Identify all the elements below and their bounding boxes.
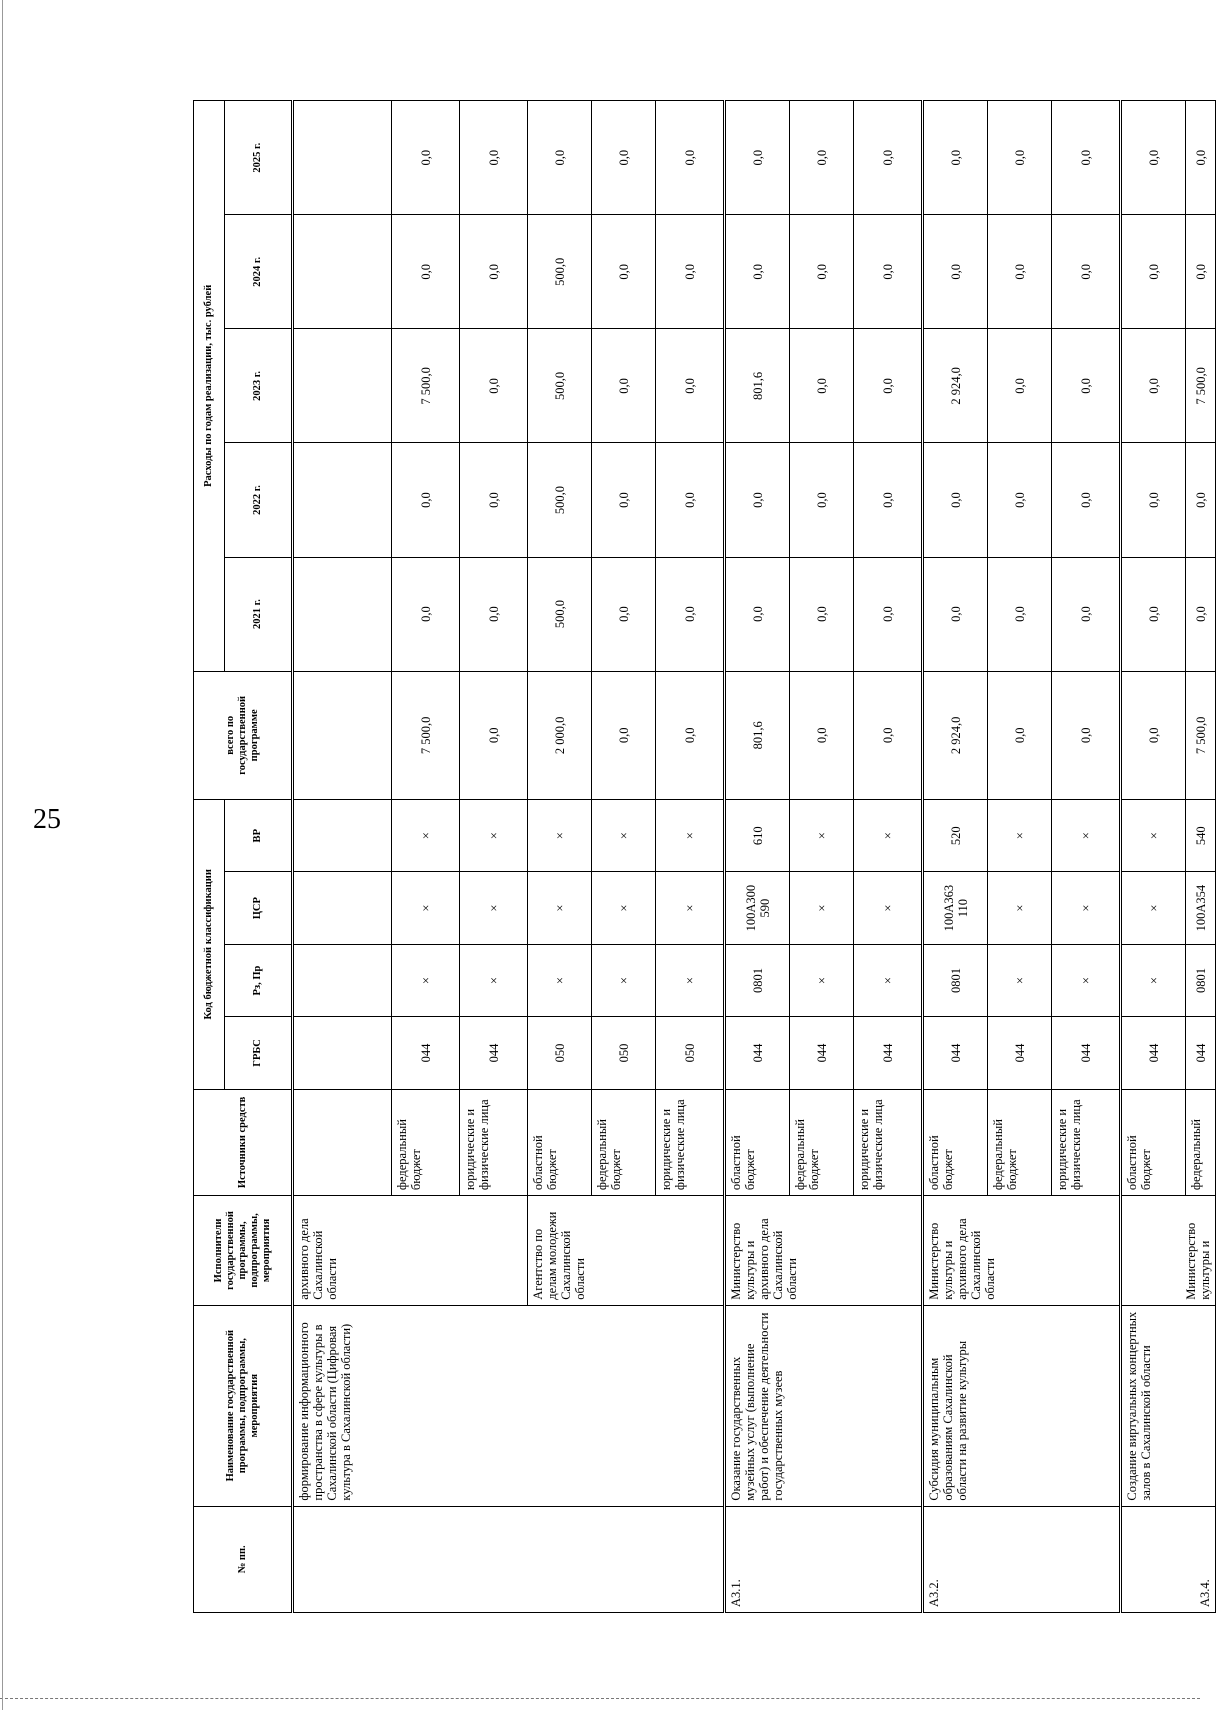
y2024: 0,0 xyxy=(988,215,1052,329)
y2021: 0,0 xyxy=(1121,557,1186,671)
csr: 100А354 xyxy=(1186,872,1216,944)
y2025: 0,0 xyxy=(1121,101,1186,215)
source: областной бюджет xyxy=(528,1089,592,1195)
y2023: 0,0 xyxy=(988,329,1052,443)
csr: × xyxy=(1121,872,1186,944)
source: федеральный бюджет xyxy=(790,1089,854,1195)
y2024 xyxy=(293,215,392,329)
y2024: 0,0 xyxy=(460,215,528,329)
source: федеральный бюджет xyxy=(988,1089,1052,1195)
header-name: Наименование государственной программы, подпрограммы, мероприятия xyxy=(194,1305,293,1506)
total xyxy=(293,671,392,799)
source: федеральный xyxy=(1186,1089,1216,1195)
scan-edge-line xyxy=(0,1698,1200,1699)
csr: × xyxy=(528,872,592,944)
grbs: 050 xyxy=(528,1017,592,1089)
y2025: 0,0 xyxy=(725,101,790,215)
y2021: 0,0 xyxy=(988,557,1052,671)
grbs: 044 xyxy=(1121,1017,1186,1089)
grbs: 044 xyxy=(988,1017,1052,1089)
grbs xyxy=(293,1017,392,1089)
grbs: 050 xyxy=(656,1017,725,1089)
measure-name: Субсидия муниципальным образованиям Сахалинской области на развитие культуры xyxy=(923,1305,1121,1506)
rzpr: 0801 xyxy=(1186,944,1216,1016)
y2025: 0,0 xyxy=(392,101,460,215)
y2021: 500,0 xyxy=(528,557,592,671)
y2025: 0,0 xyxy=(1052,101,1121,215)
y2021: 0,0 xyxy=(1186,557,1216,671)
executor-name: Агентство по делам молодежи Сахалинской области xyxy=(528,1196,725,1306)
y2024: 0,0 xyxy=(923,215,988,329)
total: 0,0 xyxy=(1052,671,1121,799)
y2021: 0,0 xyxy=(1052,557,1121,671)
y2024: 0,0 xyxy=(790,215,854,329)
vr: × xyxy=(592,800,656,872)
y2024: 0,0 xyxy=(1121,215,1186,329)
y2024: 0,0 xyxy=(854,215,923,329)
header-row-1 xyxy=(194,101,225,1613)
y2025: 0,0 xyxy=(854,101,923,215)
page-number: 25 xyxy=(33,804,61,835)
y2022: 0,0 xyxy=(656,443,725,557)
total: 2 000,0 xyxy=(528,671,592,799)
row-num xyxy=(293,1506,725,1612)
header-vr: ВР xyxy=(225,800,293,872)
y2022: 0,0 xyxy=(923,443,988,557)
vr: 610 xyxy=(725,800,790,872)
y2021: 0,0 xyxy=(790,557,854,671)
total: 0,0 xyxy=(592,671,656,799)
rzpr: × xyxy=(460,944,528,1016)
y2023: 7 500,0 xyxy=(1186,329,1216,443)
y2023: 801,6 xyxy=(725,329,790,443)
rzpr: × xyxy=(988,944,1052,1016)
executor-name: Министерство культуры и архивного дела Сахалинской области xyxy=(923,1196,1121,1306)
source: юридические и физические лица xyxy=(854,1089,923,1195)
row-num: А3.4. xyxy=(1121,1506,1216,1612)
csr: × xyxy=(656,872,725,944)
vr: × xyxy=(656,800,725,872)
y2022: 0,0 xyxy=(854,443,923,557)
y2022 xyxy=(293,443,392,557)
y2021 xyxy=(293,557,392,671)
y2024: 0,0 xyxy=(656,215,725,329)
total: 0,0 xyxy=(790,671,854,799)
rzpr: × xyxy=(1121,944,1186,1016)
grbs: 044 xyxy=(1052,1017,1121,1089)
y2025: 0,0 xyxy=(1186,101,1216,215)
csr: 100А363 110 xyxy=(923,872,988,944)
total: 7 500,0 xyxy=(392,671,460,799)
measure-name: Оказание государственных музейных услуг (выполнение работ) и обеспечение деятельности государственных музеев xyxy=(725,1305,923,1506)
header-year-2021: 2021 г. xyxy=(225,557,293,671)
total: 0,0 xyxy=(854,671,923,799)
y2022: 0,0 xyxy=(725,443,790,557)
y2022: 0,0 xyxy=(988,443,1052,557)
csr: × xyxy=(1052,872,1121,944)
y2021: 0,0 xyxy=(923,557,988,671)
y2023: 0,0 xyxy=(460,329,528,443)
y2025: 0,0 xyxy=(592,101,656,215)
source: областной бюджет xyxy=(923,1089,988,1195)
csr: 100А300 590 xyxy=(725,872,790,944)
source xyxy=(293,1089,392,1195)
y2025: 0,0 xyxy=(656,101,725,215)
total: 801,6 xyxy=(725,671,790,799)
vr xyxy=(293,800,392,872)
y2023: 0,0 xyxy=(790,329,854,443)
rzpr: × xyxy=(528,944,592,1016)
y2022: 0,0 xyxy=(460,443,528,557)
y2021: 0,0 xyxy=(460,557,528,671)
grbs: 050 xyxy=(592,1017,656,1089)
header-num: № пп. xyxy=(194,1506,293,1612)
total: 0,0 xyxy=(988,671,1052,799)
y2023: 0,0 xyxy=(854,329,923,443)
vr: × xyxy=(790,800,854,872)
vr: 540 xyxy=(1186,800,1216,872)
y2022: 0,0 xyxy=(790,443,854,557)
grbs: 044 xyxy=(854,1017,923,1089)
budget-table xyxy=(193,100,1216,1613)
y2021: 0,0 xyxy=(592,557,656,671)
y2024: 0,0 xyxy=(1052,215,1121,329)
y2022: 0,0 xyxy=(592,443,656,557)
header-grbs: ГРБС xyxy=(225,1017,293,1089)
table-row xyxy=(725,101,790,1613)
y2023: 0,0 xyxy=(1121,329,1186,443)
grbs: 044 xyxy=(790,1017,854,1089)
vr: × xyxy=(392,800,460,872)
y2021: 0,0 xyxy=(725,557,790,671)
header-rzpr: Рз, Пр xyxy=(225,944,293,1016)
row-num: А3.2. xyxy=(923,1506,1121,1612)
y2024: 0,0 xyxy=(1186,215,1216,329)
budget-table-container xyxy=(193,100,1212,1613)
y2025: 0,0 xyxy=(460,101,528,215)
vr: × xyxy=(1121,800,1186,872)
rzpr: × xyxy=(854,944,923,1016)
y2024: 0,0 xyxy=(392,215,460,329)
vr: 520 xyxy=(923,800,988,872)
csr: × xyxy=(392,872,460,944)
vr: × xyxy=(460,800,528,872)
y2022: 500,0 xyxy=(528,443,592,557)
measure-name: Создание виртуальных концертных залов в Сахалинской области xyxy=(1121,1305,1216,1506)
rzpr: × xyxy=(1052,944,1121,1016)
header-year-2022: 2022 г. xyxy=(225,443,293,557)
vr: × xyxy=(988,800,1052,872)
grbs: 044 xyxy=(725,1017,790,1089)
y2023: 0,0 xyxy=(1052,329,1121,443)
y2023: 0,0 xyxy=(592,329,656,443)
y2022: 0,0 xyxy=(1186,443,1216,557)
vr: × xyxy=(854,800,923,872)
y2023: 7 500,0 xyxy=(392,329,460,443)
csr: × xyxy=(460,872,528,944)
y2021: 0,0 xyxy=(854,557,923,671)
source: областной бюджет xyxy=(725,1089,790,1195)
y2022: 0,0 xyxy=(392,443,460,557)
total: 0,0 xyxy=(656,671,725,799)
measure-name: формирование информационного пространства в сфере культуры в Сахалинской области (Цифровая культура в Сахалинской области) xyxy=(293,1305,725,1506)
csr: × xyxy=(592,872,656,944)
vr: × xyxy=(528,800,592,872)
y2025: 0,0 xyxy=(790,101,854,215)
csr: × xyxy=(988,872,1052,944)
header-year-2025: 2025 г. xyxy=(225,101,293,215)
header-executor: Исполнители государственной программы, подпрограммы, мероприятия xyxy=(194,1196,293,1306)
header-year-2023: 2023 г. xyxy=(225,329,293,443)
source: юридические и физические лица xyxy=(460,1089,528,1195)
header-csr: ЦСР xyxy=(225,872,293,944)
grbs: 044 xyxy=(923,1017,988,1089)
y2023 xyxy=(293,329,392,443)
executor-name: Министерство культуры и архивного дела Сахалинской области xyxy=(725,1196,923,1306)
row-num: А3.1. xyxy=(725,1506,923,1612)
header-total: всего по государственной программе xyxy=(194,671,293,799)
y2022: 0,0 xyxy=(1121,443,1186,557)
csr xyxy=(293,872,392,944)
scan-edge-left xyxy=(2,0,3,1710)
rzpr xyxy=(293,944,392,1016)
y2024: 500,0 xyxy=(528,215,592,329)
source: областной бюджет xyxy=(1121,1089,1186,1195)
y2024: 0,0 xyxy=(725,215,790,329)
y2025 xyxy=(293,101,392,215)
grbs: 044 xyxy=(460,1017,528,1089)
rzpr: × xyxy=(592,944,656,1016)
grbs: 044 xyxy=(392,1017,460,1089)
y2025: 0,0 xyxy=(988,101,1052,215)
vr: × xyxy=(1052,800,1121,872)
table-row xyxy=(293,101,392,1613)
total: 7 500,0 xyxy=(1186,671,1216,799)
table-row xyxy=(1121,101,1186,1613)
total: 0,0 xyxy=(1121,671,1186,799)
executor-name: Министерство культуры и xyxy=(1121,1196,1216,1306)
source: юридические и физические лица xyxy=(656,1089,725,1195)
table-row xyxy=(923,101,988,1613)
rzpr: 0801 xyxy=(923,944,988,1016)
rzpr: × xyxy=(790,944,854,1016)
header-source: Источники средств xyxy=(194,1089,293,1195)
rzpr: 0801 xyxy=(725,944,790,1016)
y2023: 2 924,0 xyxy=(923,329,988,443)
y2025: 0,0 xyxy=(923,101,988,215)
rzpr: × xyxy=(656,944,725,1016)
csr: × xyxy=(854,872,923,944)
y2024: 0,0 xyxy=(592,215,656,329)
grbs: 044 xyxy=(1186,1017,1216,1089)
source: федеральный бюджет xyxy=(592,1089,656,1195)
y2021: 0,0 xyxy=(392,557,460,671)
y2023: 0,0 xyxy=(656,329,725,443)
source: федеральный бюджет xyxy=(392,1089,460,1195)
total: 0,0 xyxy=(460,671,528,799)
rzpr: × xyxy=(392,944,460,1016)
y2022: 0,0 xyxy=(1052,443,1121,557)
executor-name: архивного дела Сахалинской области xyxy=(293,1196,528,1306)
y2023: 500,0 xyxy=(528,329,592,443)
total: 2 924,0 xyxy=(923,671,988,799)
y2025: 0,0 xyxy=(528,101,592,215)
header-budget-code: Код бюджетной классификации xyxy=(194,800,225,1090)
source: юридические и физические лица xyxy=(1052,1089,1121,1195)
header-year-2024: 2024 г. xyxy=(225,215,293,329)
csr: × xyxy=(790,872,854,944)
y2021: 0,0 xyxy=(656,557,725,671)
header-years-group: Расходы по годам реализации, тыс. рублей xyxy=(194,101,225,672)
